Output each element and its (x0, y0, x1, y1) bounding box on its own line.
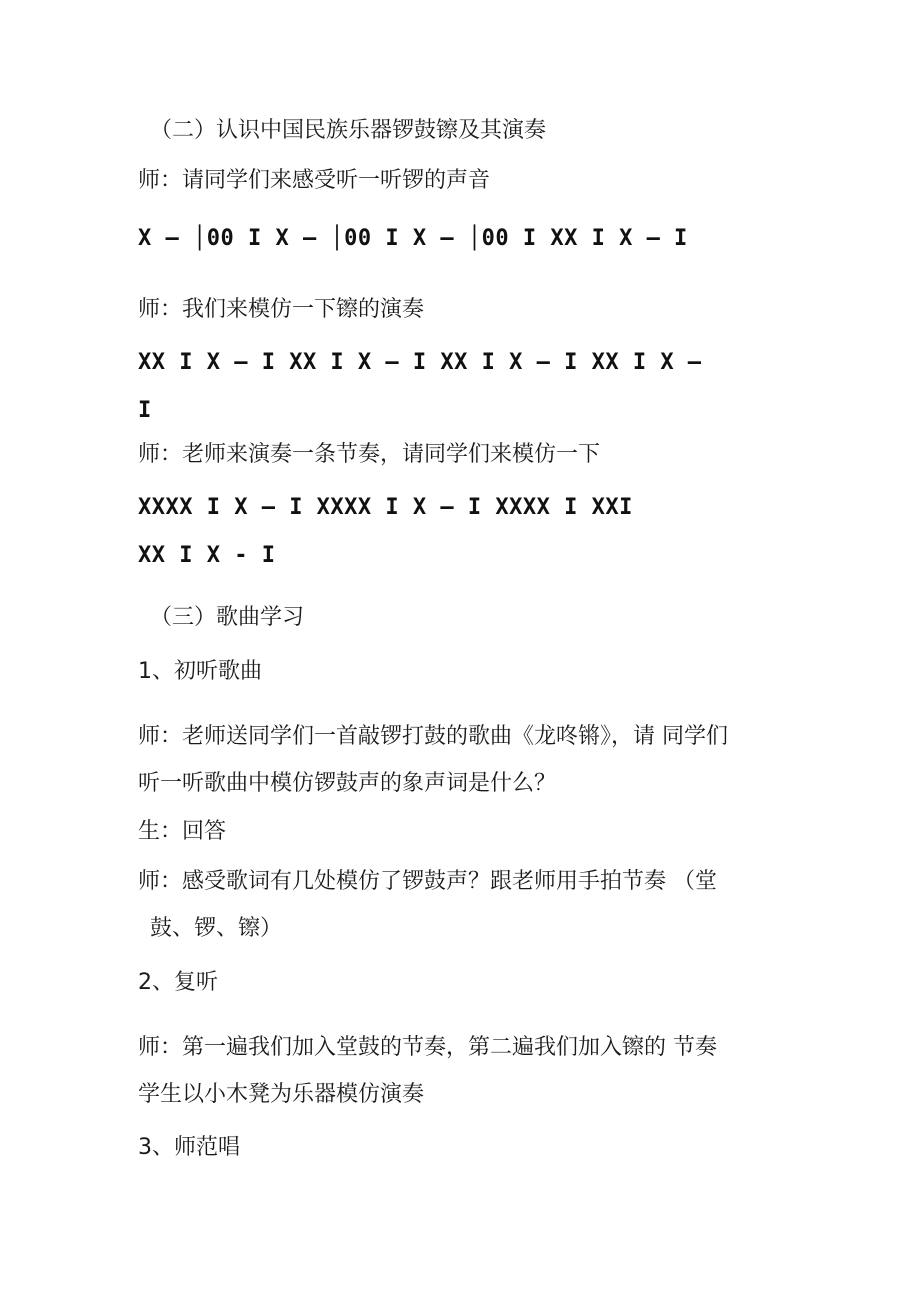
step-1-heading: 1、初听歌曲 (138, 659, 262, 684)
student-activity-line: 学生以小木凳为乐器模仿演奏 (138, 1082, 425, 1107)
teacher-line-song-intro: 师：老师送同学们一首敲锣打鼓的歌曲《龙咚锵》，请 同学们 (138, 724, 728, 749)
teacher-line-lyrics: 师：感受歌词有几处模仿了锣鼓声？跟老师用手拍节奏 （堂 (138, 869, 717, 894)
section-heading-song: （三）歌曲学习 (150, 605, 305, 630)
rhythm-line-cymbal: XX I X — I XX I X — I XX I X — I XX I X — (138, 350, 702, 375)
step-2-heading: 2、复听 (138, 970, 218, 995)
teacher-line-lyrics-cont: 鼓、锣、镲） (150, 916, 283, 941)
rhythm-line-gong: X — │00 I X — │00 I X — │00 I XX I X — I (138, 226, 688, 251)
rhythm-line-imitate-end: XX I X - I (138, 543, 276, 568)
section-heading-instruments: （二）认识中国民族乐器锣鼓镲及其演奏 (150, 118, 547, 143)
step-3-heading: 3、师范唱 (138, 1135, 240, 1160)
teacher-line-imitate: 师：老师来演奏一条节奏，请同学们来模仿一下 (138, 442, 601, 467)
teacher-line-rounds: 师：第一遍我们加入堂鼓的节奏，第二遍我们加入镲的 节奏 (138, 1035, 717, 1060)
teacher-line-song-question: 听一听歌曲中模仿锣鼓声的象声词是什么？ (138, 771, 557, 796)
student-answer-line: 生：回答 (138, 819, 227, 844)
rhythm-line-cymbal-end: I (138, 398, 152, 423)
teacher-line-cymbal: 师：我们来模仿一下镲的演奏 (138, 297, 425, 322)
rhythm-line-imitate: XXXX I X — I XXXX I X — I XXXX I XXI (138, 495, 633, 520)
teacher-line-gong: 师：请同学们来感受听一听锣的声音 (138, 168, 491, 193)
